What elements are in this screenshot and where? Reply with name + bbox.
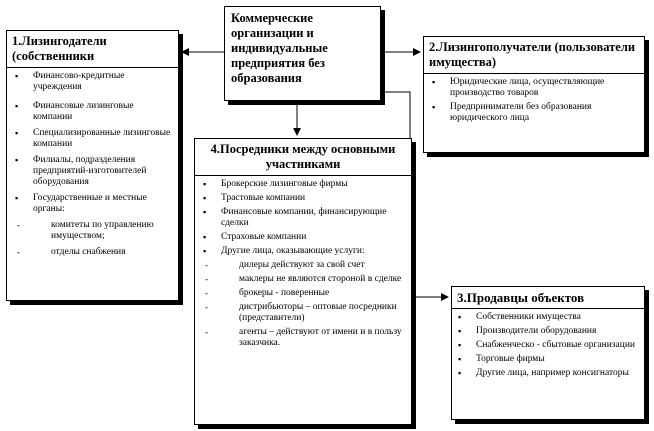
lessees-list [424, 74, 644, 124]
intermediaries-list [195, 176, 411, 349]
center-title: Коммерческие организации и индивидуальные предприятия без образования [231, 11, 328, 85]
list-item: - дистрибьюторы – оптовые посредники (представители) [199, 302, 405, 324]
lessors-box [6, 30, 179, 301]
list-item: - комитеты по управлению имуществом; [11, 220, 172, 242]
sellers-title: 3.Продавцы объектов [452, 287, 644, 309]
intermediaries-box [194, 138, 412, 425]
intermediaries-title: 4.Посредники между основными участниками [195, 139, 411, 176]
list-item: ▪ Производители оборудования [454, 326, 638, 337]
list-item: - отделы снабжения [11, 247, 172, 258]
list-item: ▪ Специализированные лизинговые компании [11, 128, 172, 150]
list-item: ▪ Другие лица, например консигнаторы [454, 368, 638, 379]
lessors-list [7, 68, 178, 258]
sellers-box [451, 286, 645, 420]
list-item: - брокеры - поверенные [199, 288, 405, 299]
list-item: ▪ Снабженческо - сбытовые организации [454, 340, 638, 351]
lessors-title: 1.Лизингодатели (собственники [7, 31, 178, 68]
list-item: ▪ Филиалы, подразделения предприятий-изготовителей оборудования [11, 155, 172, 188]
sellers-list [452, 309, 644, 379]
list-item: ▪ Юридические лица, осуществляющие производство товаров [428, 77, 638, 99]
list-item: ▪ Финансовые компании, финансирующие сделки [199, 207, 405, 229]
list-item: ▪ Страховые компании [199, 232, 405, 243]
list-item: ▪ Государственные и местные органы: [11, 193, 172, 215]
list-item: ▪ Брокерские лизинговые фирмы [199, 179, 405, 190]
list-item: ▪ Другие лица, оказывающие услуги: [199, 246, 405, 257]
list-item: - агенты – действуют от имени и в пользу заказчика. [199, 327, 405, 349]
list-item: ▪ Собственники имущества [454, 312, 638, 323]
list-item: - маклеры не являются стороной в сделке [199, 274, 405, 285]
list-item: ▪ Трастовые компании [199, 193, 405, 204]
list-item: ▪ Финансово-кредитные учреждения [11, 71, 172, 93]
list-item: ▪ Финансовые лизинговые компании [11, 101, 172, 123]
lessees-box [423, 36, 645, 153]
list-item: ▪ Предприниматели без образования юридического лица [428, 102, 638, 124]
list-item: - дилеры действуют за свой счет [199, 260, 405, 271]
lessees-title: 2.Лизингополучатели (пользователи имущества) [424, 37, 644, 74]
center-box [224, 6, 381, 101]
list-item: ▪ Торговые фирмы [454, 354, 638, 365]
